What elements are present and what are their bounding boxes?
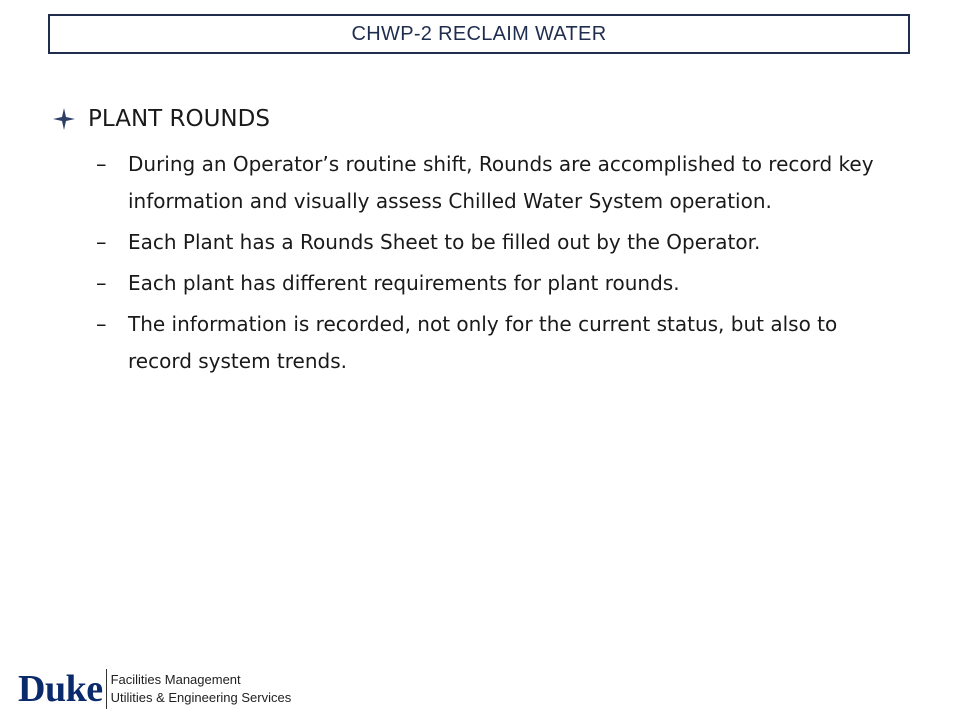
four-point-star-icon xyxy=(52,107,76,131)
duke-logo: Duke xyxy=(18,668,103,710)
sub-bullet-list xyxy=(52,146,902,380)
footer-divider xyxy=(106,669,107,709)
bullet-plant-rounds xyxy=(52,100,902,138)
dash-marker: – xyxy=(96,271,107,295)
footer xyxy=(18,666,291,712)
sub-bullet-text: The information is recorded, not only for the current status, but also to record system trends. xyxy=(128,312,838,373)
sub-bullet-text: Each plant has different requirements for plant rounds. xyxy=(128,271,680,295)
list-item xyxy=(96,224,902,261)
dash-marker: – xyxy=(96,152,107,176)
list-item xyxy=(96,146,902,220)
footer-line-1: Facilities Management xyxy=(110,672,241,687)
bullet-heading: PLANT ROUNDS xyxy=(88,106,270,132)
dash-marker: – xyxy=(96,230,107,254)
footer-line-2: Utilities & Engineering Services xyxy=(110,690,292,705)
sub-bullet-text: Each Plant has a Rounds Sheet to be filled out by the Operator. xyxy=(128,230,761,254)
footer-department xyxy=(111,671,292,707)
list-item xyxy=(96,306,902,380)
list-item xyxy=(96,265,902,302)
sub-bullet-text: During an Operator’s routine shift, Rounds are accomplished to record key information and visually assess Chilled Water System operation. xyxy=(128,152,874,213)
content-area xyxy=(52,100,902,384)
title-box xyxy=(48,14,910,54)
dash-marker: – xyxy=(96,312,107,336)
slide-title: CHWP-2 RECLAIM WATER xyxy=(351,22,607,45)
